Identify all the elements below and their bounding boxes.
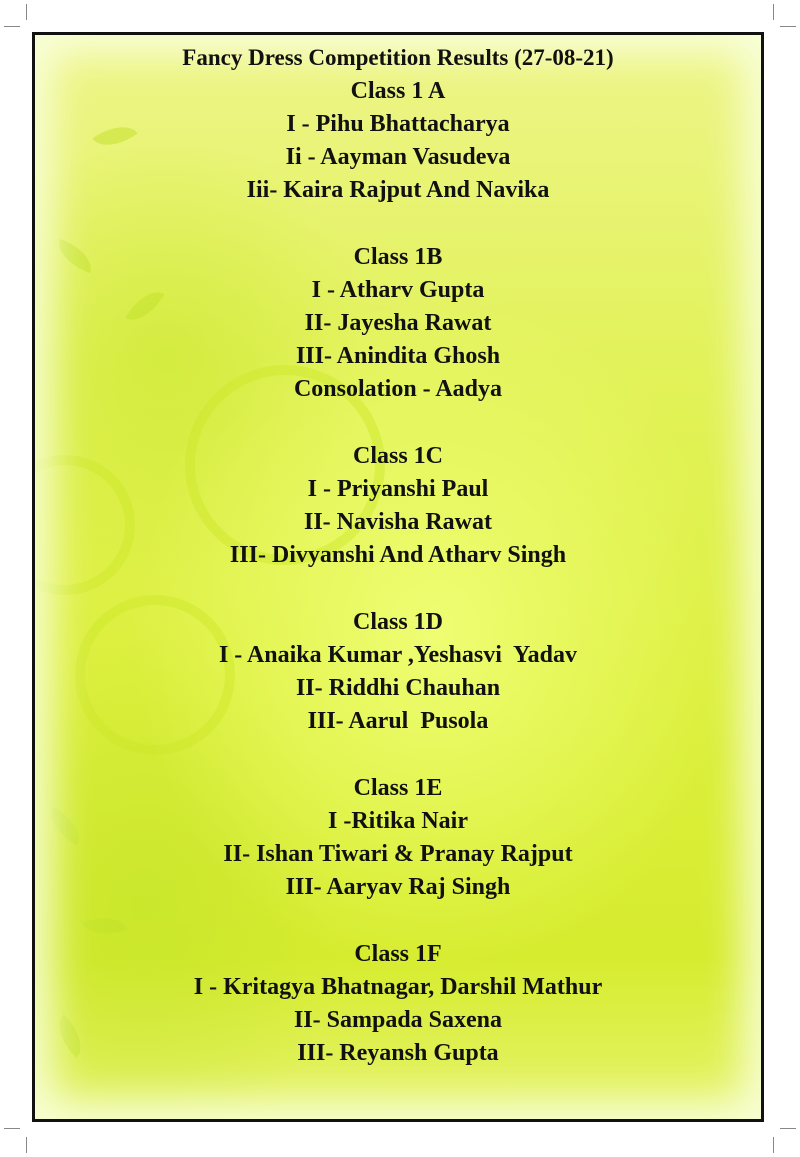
crop-mark [773, 4, 774, 20]
winner-line: I - Pihu Bhattacharya [286, 111, 510, 137]
page-title: Fancy Dress Competition Results (27-08-21) [182, 45, 614, 70]
winner-line: Iii- Kaira Rajput And Navika [246, 177, 550, 203]
winner-line: I - Anaika Kumar ,Yeshasvi Yadav [218, 642, 578, 668]
class-block [35, 241, 761, 406]
winner-line: II- Sampada Saxena [293, 1007, 503, 1033]
winner-line: I - Kritagya Bhatnagar, Darshil Mathur [193, 974, 603, 1000]
class-block [35, 772, 761, 904]
results-content [35, 41, 761, 1104]
winner-line: II- Jayesha Rawat [304, 310, 492, 336]
crop-mark [780, 1128, 796, 1129]
crop-mark [26, 4, 27, 20]
winner-line: II- Navisha Rawat [303, 509, 492, 535]
winner-line: II- Riddhi Chauhan [295, 675, 501, 701]
class-block [35, 440, 761, 572]
class-block [35, 938, 761, 1070]
winner-line: II- Ishan Tiwari & Pranay Rajput [223, 841, 573, 867]
crop-mark [4, 26, 20, 27]
class-heading: Class 1 A [350, 78, 446, 104]
class-heading: Class 1E [353, 775, 443, 801]
winner-line: III- Aaryav Raj Singh [285, 874, 511, 900]
class-block [35, 606, 761, 738]
winner-line: Consolation - Aadya [293, 376, 503, 402]
winner-line: I -Ritika Nair [328, 808, 468, 834]
crop-mark [773, 1137, 774, 1153]
winner-line: III- Reyansh Gupta [297, 1040, 499, 1066]
class-heading: Class 1F [354, 941, 442, 967]
crop-mark [26, 1137, 27, 1153]
winner-line: Ii - Aayman Vasudeva [285, 144, 511, 170]
winner-line: I - Atharv Gupta [311, 277, 485, 303]
class-heading: Class 1D [352, 609, 443, 635]
winner-line: III- Aarul Pusola [307, 708, 489, 734]
class-heading: Class 1B [353, 244, 443, 270]
crop-mark [4, 1128, 20, 1129]
results-card [32, 32, 764, 1122]
class-heading: Class 1C [352, 443, 443, 469]
winner-line: I - Priyanshi Paul [307, 476, 489, 502]
class-block [35, 75, 761, 207]
crop-mark [780, 26, 796, 27]
winner-line: III- Divyanshi And Atharv Singh [229, 542, 567, 568]
winner-line: III- Anindita Ghosh [295, 343, 501, 369]
